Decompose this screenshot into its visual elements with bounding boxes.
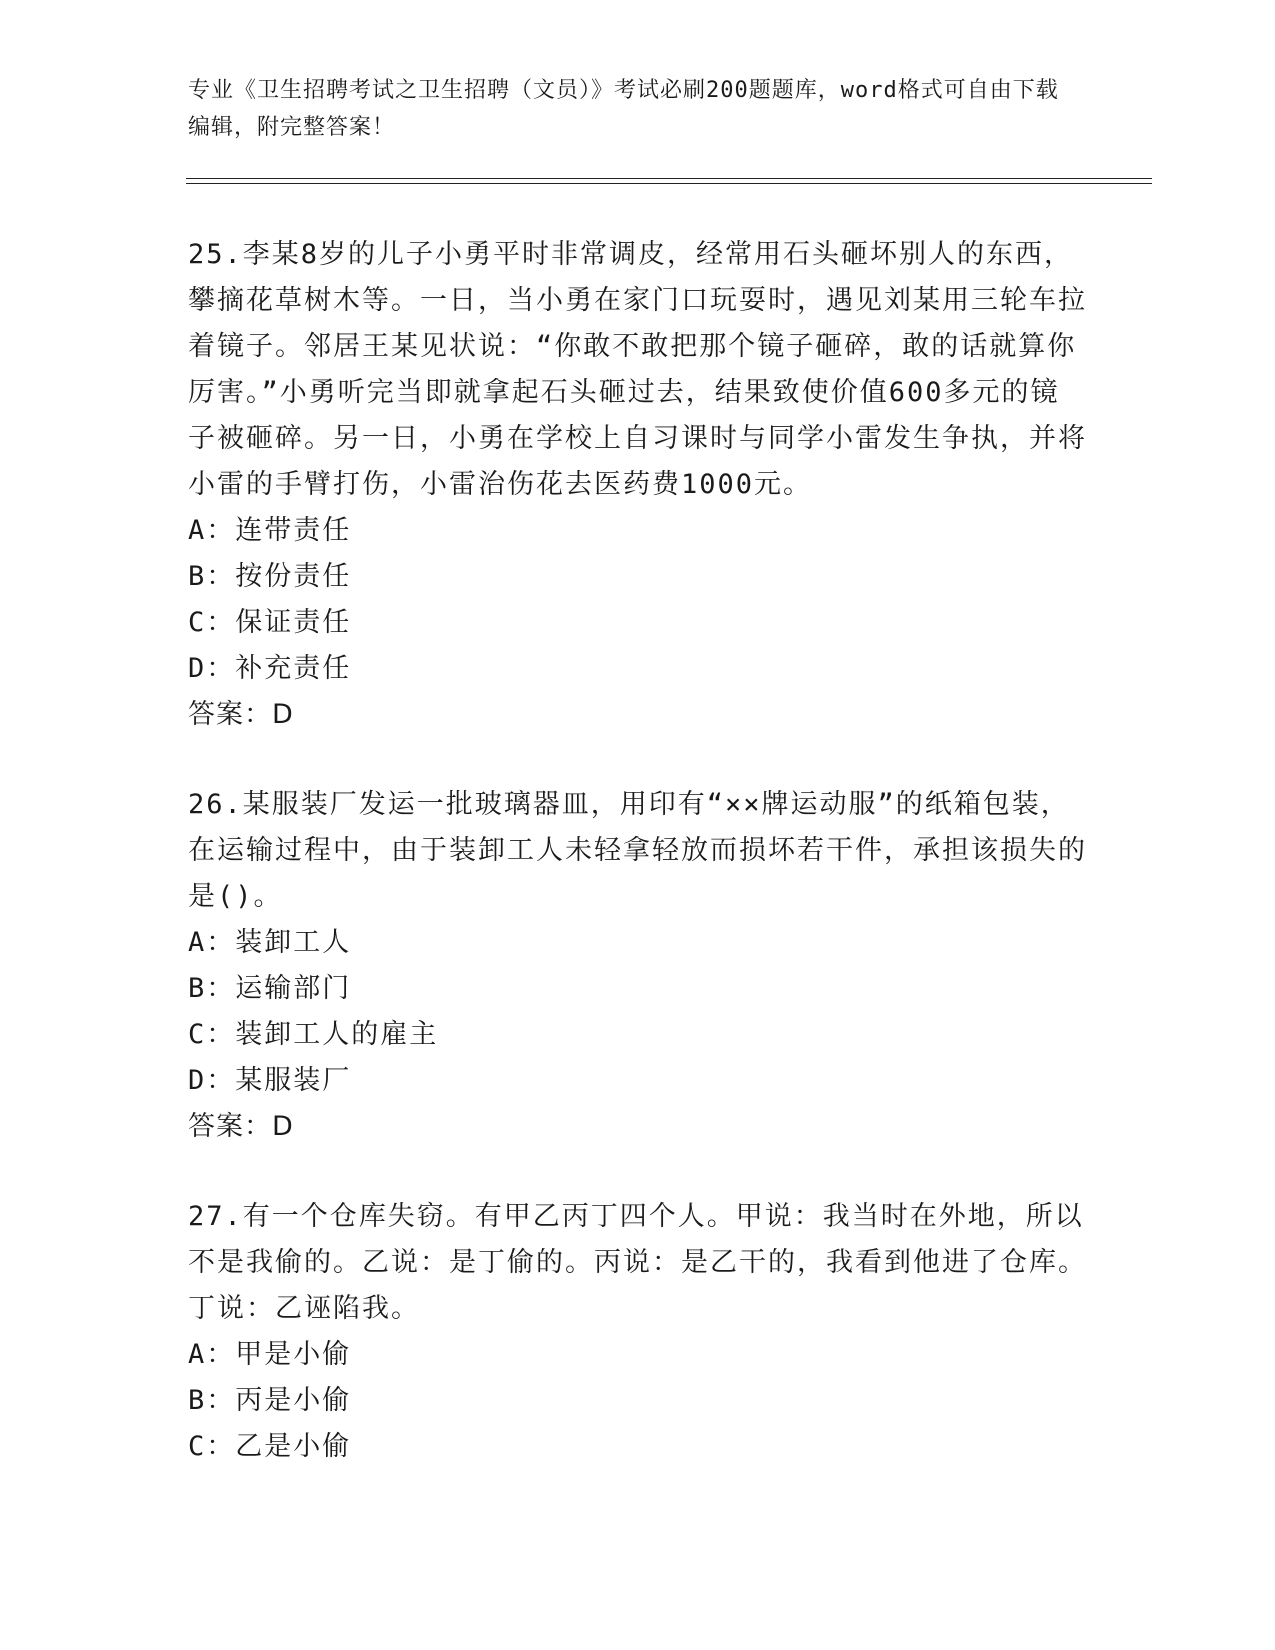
question-stem: 27.有一个仓库失窃。有甲乙丙丁四个人。甲说：我当时在外地，所以不是我偷的。乙说：是丁偷的。丙说：是乙干的，我看到他进了仓库。丁说：乙诬陷我。 [188, 1201, 1087, 1324]
option-c: C：装卸工人的雇主 [188, 1019, 439, 1050]
header-rule-top [186, 178, 1152, 179]
answer: 答案：D [188, 1111, 294, 1142]
question-27 [188, 1194, 1088, 1470]
document-header [188, 72, 1068, 146]
option-a: A：装卸工人 [188, 927, 352, 958]
header-rule-bottom [186, 183, 1152, 184]
answer: 答案：D [188, 699, 294, 730]
question-26 [188, 782, 1088, 1150]
option-c: C：保证责任 [188, 607, 352, 638]
option-d: D：补充责任 [188, 653, 352, 684]
header-text: 专业《卫生招聘考试之卫生招聘（文员）》考试必刷200题题库，word格式可自由下载编辑，附完整答案！ [188, 78, 1059, 140]
option-a: A：连带责任 [188, 515, 352, 546]
option-c: C：乙是小偷 [188, 1431, 352, 1462]
question-stem: 26.某服装厂发运一批玻璃器皿，用印有“××牌运动服”的纸箱包装，在运输过程中，由于装卸工人未轻拿轻放而损坏若干件，承担该损失的是()。 [188, 789, 1087, 912]
question-list [188, 232, 1088, 1514]
option-a: A：甲是小偷 [188, 1339, 352, 1370]
option-d: D：某服装厂 [188, 1065, 352, 1096]
option-b: B：按份责任 [188, 561, 352, 592]
option-b: B：丙是小偷 [188, 1385, 352, 1416]
question-stem: 25.李某8岁的儿子小勇平时非常调皮，经常用石头砸坏别人的东西，攀摘花草树木等。一日，当小勇在家门口玩耍时，遇见刘某用三轮车拉着镜子。邻居王某见状说：“你敢不敢把那个镜子砸碎，敢的话就算你厉害。”小勇听完当即就拿起石头砸过去，结果致使价值600多元的镜子被砸碎。另一日，小勇在学校上自习课时与同学小雷发生争执，并将小雷的手臂打伤，小雷治伤花去医药费1000元。 [188, 239, 1087, 500]
option-b: B：运输部门 [188, 973, 352, 1004]
question-25 [188, 232, 1088, 738]
